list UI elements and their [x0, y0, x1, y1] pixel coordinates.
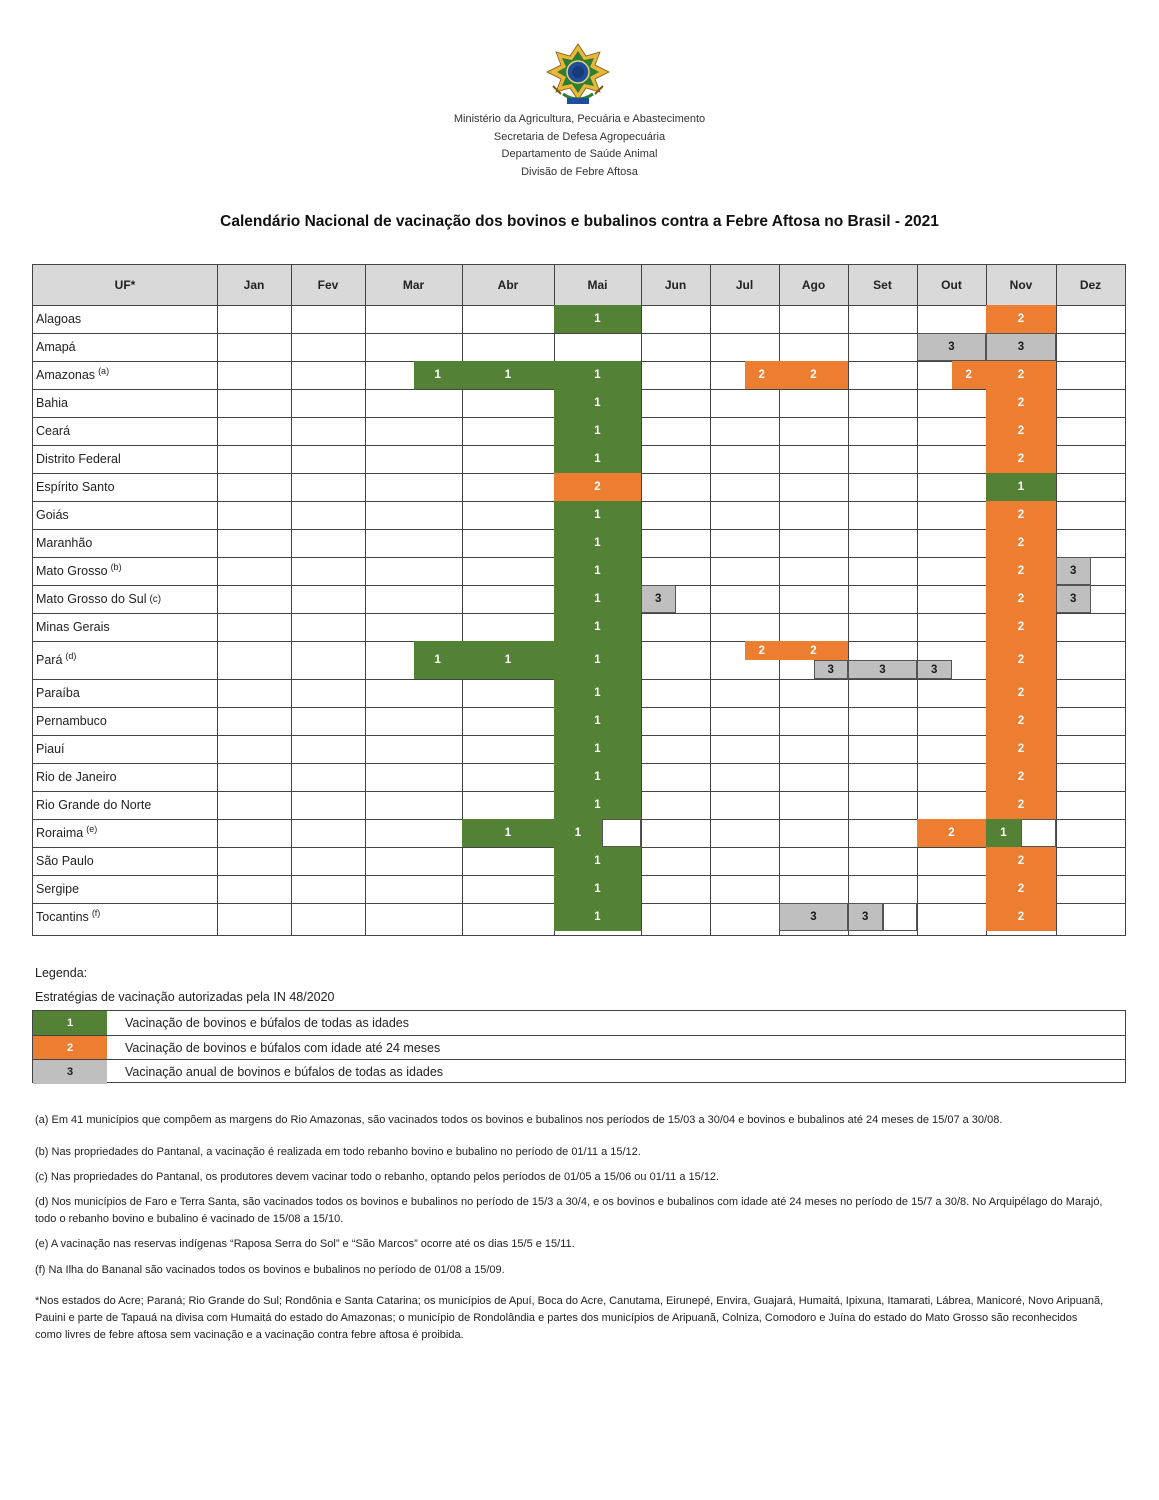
vaccination-bar-strategy-1: 1 — [462, 641, 554, 679]
vaccination-bar-strategy-1: 1 — [554, 763, 641, 791]
vaccination-bar-strategy-2: 2 — [986, 903, 1056, 931]
page-title: Calendário Nacional de vacinação dos bovinos e bubalinos contra a Febre Aftosa no Brasil - 2021 — [220, 213, 939, 230]
vaccination-bar-strategy-1: 1 — [554, 819, 602, 847]
legend-description: Vacinação de bovinos e búfalos de todas as idades — [125, 1016, 409, 1030]
vaccination-bar-strategy-1: 1 — [554, 847, 641, 875]
vaccination-bar-strategy-1: 1 — [554, 903, 641, 931]
vaccination-bar-strategy-2: 2 — [986, 361, 1056, 389]
uf-label: Paraíba — [36, 686, 80, 700]
footnote-b: (b) Nas propriedades do Pantanal, a vacinação é realizada em todo rebanho bovino e bubalino no período de 01/11 a 15/12. — [35, 1146, 641, 1158]
vaccination-bar-strategy-3: 3 — [917, 333, 986, 361]
vaccination-bar-blank — [1021, 819, 1056, 847]
vaccination-bar-strategy-2: 2 — [986, 613, 1056, 641]
vaccination-bar-strategy-2: 2 — [986, 585, 1056, 613]
vaccination-bar-strategy-2: 2 — [745, 361, 780, 389]
column-header-month: Ago — [801, 278, 826, 292]
uf-name — [36, 417, 70, 445]
vaccination-bar-strategy-1: 1 — [462, 361, 554, 389]
column-header-month: Jan — [243, 278, 265, 292]
vaccination-bar-strategy-1: 1 — [414, 361, 463, 389]
vaccination-bar-strategy-1: 1 — [554, 679, 641, 707]
vaccination-bar-strategy-2: 2 — [986, 501, 1056, 529]
footnote-a: (a) Em 41 municípios que compõem as margens do Rio Amazonas, são vacinados todos os bovinos e bubalinos nos períodos de 15/03 a 30/04 e bovinos e bubalinos até 24 meses de 15/07 a 30/08. — [35, 1114, 1003, 1126]
column-header-month: Mar — [402, 278, 425, 292]
uf-name — [36, 473, 115, 501]
footnote-ref: (d) — [65, 651, 77, 661]
column-header-month: Jun — [664, 278, 687, 292]
uf-name — [36, 847, 94, 875]
vaccination-bar-strategy-1: 1 — [414, 641, 463, 679]
vaccination-bar-strategy-1: 1 — [986, 473, 1056, 501]
vaccination-bar-strategy-2: 2 — [986, 791, 1056, 819]
column-header-month: Abr — [497, 278, 519, 292]
uf-name — [36, 613, 110, 641]
uf-label: Ceará — [36, 424, 71, 438]
uf-label: Rio de Janeiro — [36, 770, 117, 784]
uf-label: Sergipe — [36, 882, 80, 896]
vaccination-bar-strategy-2: 2 — [986, 763, 1056, 791]
uf-label: Goiás — [36, 508, 69, 522]
vaccination-bar-strategy-1: 1 — [554, 707, 641, 735]
uf-name — [36, 557, 122, 585]
vaccination-bar-strategy-1: 1 — [554, 585, 641, 613]
column-divider — [848, 265, 849, 935]
vaccination-bar-strategy-2: 2 — [986, 847, 1056, 875]
vaccination-bar-strategy-1: 1 — [986, 819, 1021, 847]
vaccination-bar-strategy-1: 1 — [554, 613, 641, 641]
uf-label: São Paulo — [36, 854, 94, 868]
column-header-month: Out — [941, 278, 962, 292]
vaccination-bar-strategy-2: 2 — [986, 557, 1056, 585]
vaccination-bar-strategy-2: 2 — [554, 473, 641, 501]
vaccination-bar-strategy-3: 3 — [814, 660, 849, 679]
vaccination-bar-strategy-2: 2 — [986, 735, 1056, 763]
uf-name — [36, 679, 80, 707]
column-divider — [291, 265, 292, 935]
vaccination-bar-strategy-1: 1 — [554, 305, 641, 333]
uf-label: Roraima — [36, 826, 84, 840]
legend-swatch: 3 — [33, 1060, 107, 1084]
footnote-ref: (f) — [91, 908, 101, 918]
uf-name — [36, 361, 109, 389]
column-header-month: Jul — [735, 278, 754, 292]
uf-name — [36, 445, 121, 473]
vaccination-bar-strategy-2: 2 — [952, 361, 987, 389]
uf-label: Distrito Federal — [36, 452, 121, 466]
secretariat-name: Secretaria de Defesa Agropecuária — [493, 130, 666, 143]
ministry-name: Ministério da Agricultura, Pecuária e Abastecimento — [453, 113, 706, 125]
uf-name — [36, 707, 107, 735]
vaccination-bar-strategy-3: 3 — [1056, 557, 1091, 585]
uf-label: Espírito Santo — [36, 480, 115, 494]
vaccination-bar-strategy-1: 1 — [554, 735, 641, 763]
vaccination-bar-strategy-1: 1 — [554, 445, 641, 473]
vaccination-bar-strategy-3: 3 — [848, 660, 917, 679]
footnote-d: (d) Nos municípios de Faro e Terra Santa, são vacinados todos os bovinos e bubalinos no período de 15/3 a 30/4, e os bovinos e bubalinos com idade até 24 meses no período de 15/7 a 30/8. No Arquipélago do Marajó, todo o rebanho bovino e bubalino é vacinado de 15/08 a 15/10. — [35, 1196, 1103, 1225]
vaccination-bar-strategy-2: 2 — [779, 641, 848, 660]
legend-row — [33, 1011, 1125, 1035]
vaccination-bar-strategy-2: 2 — [986, 707, 1056, 735]
uf-label: Piauí — [36, 742, 65, 756]
vaccination-bar-strategy-3: 3 — [917, 660, 952, 679]
uf-label: Rio Grande do Norte — [36, 798, 152, 812]
column-divider — [710, 265, 711, 935]
uf-name — [36, 333, 76, 361]
legend-table — [32, 1010, 1126, 1083]
legend-description: Vacinação de bovinos e búfalos com idade até 24 meses — [125, 1041, 441, 1055]
vaccination-bar-strategy-2: 2 — [986, 875, 1056, 903]
legend-subtitle: Estratégias de vacinação autorizadas pela IN 48/2020 — [35, 990, 335, 1004]
uf-label: Pernambuco — [36, 714, 107, 728]
column-divider — [217, 265, 218, 935]
uf-label: Tocantins — [36, 910, 89, 924]
column-header-month: Set — [873, 278, 892, 292]
footnote-ref: (a) — [98, 366, 110, 376]
column-header-month: Dez — [1079, 278, 1102, 292]
vaccination-bar-strategy-2: 2 — [986, 641, 1056, 679]
footnote-ref: (c) — [149, 593, 162, 605]
footnote-e: (e) A vacinação nas reservas indígenas “Raposa Serra do Sol” e “São Marcos” ocorre até os dias 15/5 e 15/11. — [35, 1238, 575, 1250]
vaccination-bar-blank — [883, 903, 918, 931]
vaccination-bar-blank — [602, 819, 641, 847]
footnote-c: (c) Nas propriedades do Pantanal, os produtores devem vacinar todo o rebanho, optando pelos períodos de 01/05 a 15/06 ou 01/11 a 15/12. — [35, 1171, 720, 1183]
uf-name — [36, 875, 79, 903]
vaccination-bar-strategy-2: 2 — [779, 361, 848, 389]
uf-name — [36, 763, 117, 791]
vaccination-bar-strategy-2: 2 — [986, 445, 1056, 473]
uf-label: Alagoas — [36, 312, 82, 326]
legend-description: Vacinação anual de bovinos e búfalos de todas as idades — [125, 1065, 444, 1079]
column-divider — [365, 265, 366, 935]
vaccination-bar-strategy-1: 1 — [554, 417, 641, 445]
legend-swatch: 1 — [33, 1011, 107, 1035]
uf-name — [36, 903, 100, 931]
vaccination-bar-strategy-2: 2 — [745, 641, 780, 660]
vaccination-bar-strategy-3: 3 — [641, 585, 676, 613]
vaccination-bar-strategy-3: 3 — [1056, 585, 1091, 613]
division-name: Divisão de Febre Aftosa — [521, 165, 638, 178]
vaccination-bar-strategy-2: 2 — [986, 389, 1056, 417]
uf-name — [36, 791, 151, 819]
vaccination-bar-strategy-3: 3 — [986, 333, 1056, 361]
vaccination-bar-strategy-2: 2 — [986, 305, 1056, 333]
coat-of-arms-emblem — [541, 42, 615, 108]
legend-swatch: 2 — [33, 1036, 107, 1060]
department-name: Departamento de Saúde Animal — [501, 148, 658, 160]
footnote-f: (f) Na Ilha do Bananal são vacinados todos os bovinos e bubalinos no período de 01/08 a 15/09. — [35, 1264, 505, 1276]
uf-name — [36, 641, 76, 679]
vaccination-bar-strategy-1: 1 — [554, 501, 641, 529]
uf-label: Bahia — [36, 396, 68, 410]
vaccination-bar-strategy-1: 1 — [554, 389, 641, 417]
vaccination-calendar-table — [32, 264, 1126, 936]
legend-row — [33, 1035, 1125, 1060]
column-header-uf: UF* — [114, 278, 136, 292]
footnote-ref: (e) — [86, 824, 98, 834]
uf-name — [36, 819, 97, 847]
column-header-month: Fev — [317, 278, 339, 292]
uf-label: Mato Grosso — [36, 564, 108, 578]
vaccination-bar-strategy-1: 1 — [554, 361, 641, 389]
column-header-month: Nov — [1009, 278, 1033, 292]
vaccination-bar-strategy-1: 1 — [462, 819, 554, 847]
vaccination-bar-strategy-1: 1 — [554, 875, 641, 903]
vaccination-bar-strategy-2: 2 — [986, 679, 1056, 707]
column-header-month: Mai — [587, 278, 608, 292]
uf-label: Minas Gerais — [36, 620, 110, 634]
uf-name — [36, 305, 81, 333]
uf-label: Pará — [36, 653, 63, 667]
vaccination-bar-strategy-2: 2 — [917, 819, 986, 847]
document-header — [0, 111, 1159, 181]
uf-label: Maranhão — [36, 536, 93, 550]
vaccination-bar-strategy-2: 2 — [986, 529, 1056, 557]
legend-row — [33, 1059, 1125, 1084]
vaccination-bar-strategy-1: 1 — [554, 557, 641, 585]
vaccination-bar-strategy-1: 1 — [554, 529, 641, 557]
vaccination-bar-strategy-1: 1 — [554, 791, 641, 819]
footnote-ref: (b) — [110, 562, 122, 572]
uf-name — [36, 501, 69, 529]
uf-name — [36, 529, 92, 557]
vaccination-bar-strategy-2: 2 — [986, 417, 1056, 445]
vaccination-bar-strategy-3: 3 — [848, 903, 883, 931]
vaccination-bar-strategy-1: 1 — [554, 641, 641, 679]
vaccination-bar-strategy-3: 3 — [779, 903, 848, 931]
uf-name — [36, 585, 161, 613]
uf-name — [36, 735, 65, 763]
uf-label: Amapá — [36, 340, 76, 354]
footnote-free-zones: *Nos estados do Acre; Paraná; Rio Grande do Sul; Rondônia e Santa Catarina; os municípios de Apuí, Boca do Acre, Canutama, Eirunepé, Envira, Guajará, Humaitá, Ipixuna, Itamarati, Lábrea, Manicoré, Novo Aripuanã, Pauini e parte de Tapauá na divisa com Humaitá do estado do Amazonas; o município de Rondolândia e partes dos municípios de Aripuanã, Colniza, Comodoro e Juína do estado do Mato Grosso são reconhecidos como livres de febre aftosa sem vacinação e a vacinação contra febre aftosa é proibida. — [35, 1295, 1104, 1341]
uf-label: Amazonas — [36, 368, 96, 382]
uf-label: Mato Grosso do Sul — [36, 592, 147, 606]
uf-name — [36, 389, 68, 417]
legend-label: Legenda: — [35, 966, 88, 980]
